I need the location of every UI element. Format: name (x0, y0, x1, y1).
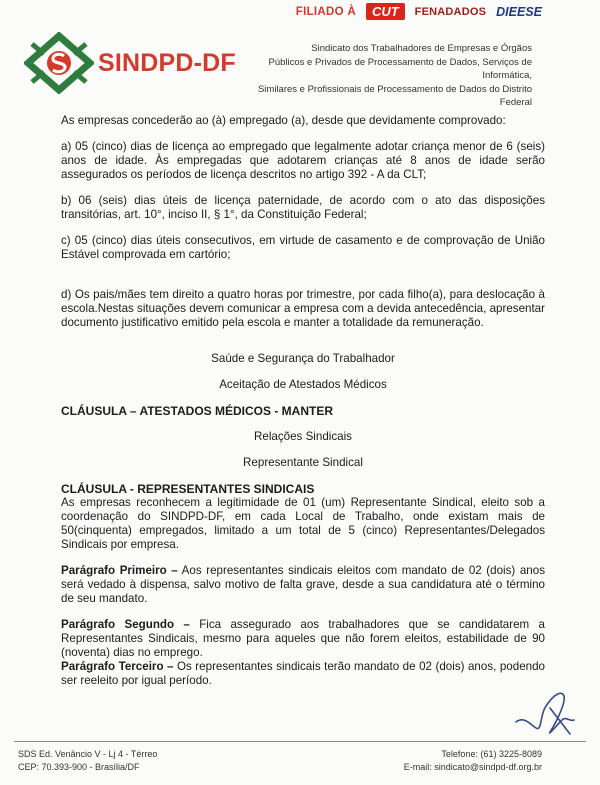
description-line: Públicos e Privados de Processamento de Dados, Serviços de Informática, (268, 56, 532, 81)
logo-text: SINDPD-DF (98, 48, 236, 77)
email-line: E-mail: sindicato@sindpd-df.org.br (403, 762, 542, 772)
paragraph-second (61, 618, 545, 660)
representatives-paragraph: As empresas reconhecem a legitimidade de 01 (um) Representante Sindical, eleito sob a coordenação do SINDPD-DF, em cada Local de Trabalho, onde existam mais de 50(cinquenta) empregados, limitado a um total de 5 (cinco) Representantes/Delegados Sindicais por empresa. (61, 496, 545, 551)
clause-certificates-heading: CLÁUSULA – ATESTADOS MÉDICOS - MANTER (61, 404, 333, 418)
item-c: c) 05 (cinco) dias úteis consecutivos, em virtude de casamento e de comprovação de União Estável comprovada em cartório; (61, 234, 545, 261)
paragraph-first-label: Parágrafo Primeiro – (61, 564, 178, 577)
section-health-title: Saúde e Segurança do Trabalhador (211, 352, 395, 365)
paragraph-first-text: Aos representantes sindicais eleitos com mandato de 02 (dois) anos será vedado à dispensa, salvo motivo de falta grave, desde a sua candidatura até o término de seu mandato. (61, 564, 545, 605)
footer-contact (404, 748, 542, 774)
footer-address (18, 748, 157, 774)
clause-representatives-heading: CLÁUSULA - REPRESENTANTES SINDICAIS (61, 482, 315, 496)
address-line: SDS Ed. Venâncio V - Lj 4 - Térreo (18, 749, 158, 759)
description-line: Sindicato dos Trabalhadores de Empresas e Órgãos (311, 43, 532, 54)
item-b: b) 06 (seis) dias úteis de licença paternidade, de acordo com o ato das disposições transitórias, art. 10°, inciso II, § 1°, da Constituição Federal; (61, 194, 545, 221)
cep-line: CEP: 70.393-900 - Brasília/DF (18, 762, 140, 772)
union-description (232, 42, 532, 110)
handwritten-signature (510, 686, 582, 738)
item-d: d) Os pais/mães tem direito a quatro horas por trimestre, por cada filho(a), para deslocação à escola.Nestas situações devem comunicar a empresa com a devida antecedência, apresentar documento justificativo emitido pela escola e manter a totalidade da remuneração. (61, 288, 545, 329)
paragraph-second-label: Parágrafo Segundo – (61, 618, 190, 631)
paragraph-third-text: Os representantes sindicais terão mandato de 02 (dois) anos, podendo ser reeleito por igual período. (61, 660, 545, 687)
section-union-title: Relações Sindicais (254, 430, 352, 443)
paragraph-third (61, 660, 545, 688)
sindpd-emblem-icon (24, 32, 94, 94)
intro-paragraph: As empresas concederão ao (à) empregado (a), desde que devidamente comprovado: (61, 114, 506, 127)
paragraph-second-text: Fica assegurado aos trabalhadores que se candidatarem a Representantes Sindicais, mesmo para aqueles que não forem eleitos, estabilidade de 90 (noventa) dias no emprego. (61, 618, 545, 659)
phone-line: Telefone: (61) 3225-8089 (441, 749, 542, 759)
dieese-logo: DIEESE (496, 4, 542, 19)
subsection-representative-title: Representante Sindical (243, 456, 363, 469)
document-body (61, 114, 545, 700)
item-a: a) 05 (cinco) dias de licença ao empregado que legalmente adotar criança menor de 6 (seis) anos de idade. Às empregadas que adotarem crianças até 8 anos de idade serão assegurados os períodos de licença descritos no artigo 392 - A da CLT; (61, 140, 545, 181)
union-logo (24, 32, 236, 94)
affiliation-label: FILIADO À (295, 5, 356, 18)
description-line: Similares e Profissionais de Processamento de Dados do Distrito Federal (257, 83, 532, 108)
paragraph-third-label: Parágrafo Terceiro – (61, 660, 174, 673)
subsection-certificates-title: Aceitação de Atestados Médicos (219, 378, 387, 391)
footer-divider (14, 741, 586, 742)
paragraph-first (61, 564, 545, 606)
cut-logo: CUT (366, 3, 405, 20)
affiliation-bar (296, 3, 542, 20)
fenadados-logo: FENADADOS (414, 5, 487, 18)
